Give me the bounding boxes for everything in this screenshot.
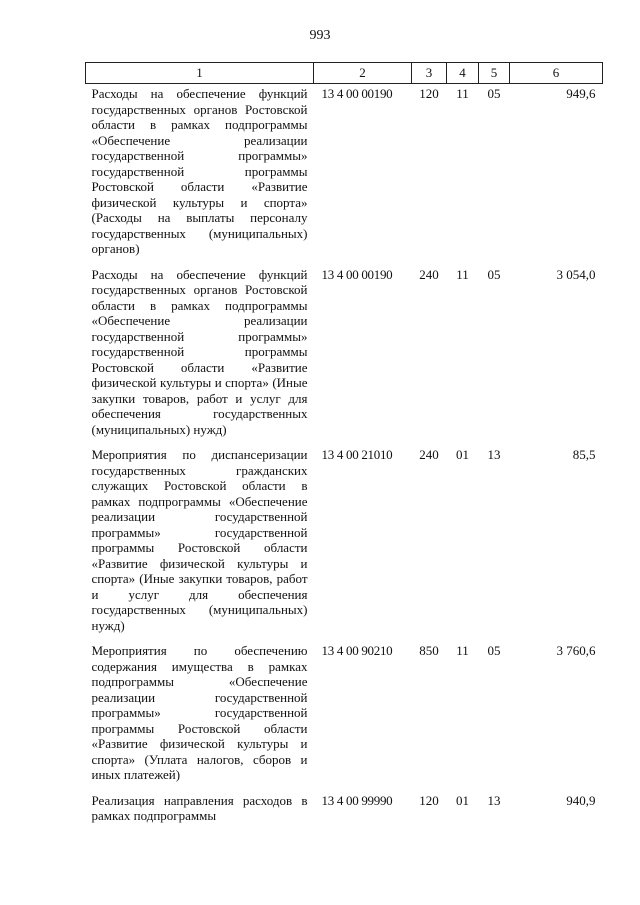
row-expense-type: 120 xyxy=(419,792,439,808)
row-section: 11 xyxy=(456,266,469,282)
row-section: 01 xyxy=(456,447,469,462)
row-description: Реализация направления расходов в рамках подпрограммы xyxy=(91,792,308,823)
table-row xyxy=(86,84,603,265)
column-header-2: 2 xyxy=(314,63,412,84)
row-subsection: 05 xyxy=(487,86,501,101)
row-target-code: 13 4 00 00190 xyxy=(321,86,393,101)
column-header-5: 5 xyxy=(479,63,510,84)
row-description: Расходы на обеспечение функций государственных органов Ростовской области в рамках подпрограммы «Обеспечение реализации государственной программы» государственной программы Ростовской области «Развитие физической культуры и спорта» (Расходы на выплаты персоналу государственных (муниципальных) органов) xyxy=(91,86,308,256)
row-target-code: 13 4 00 99990 xyxy=(321,792,393,808)
column-header-1: 1 xyxy=(86,63,314,84)
row-amount: 940,9 xyxy=(566,792,596,808)
row-section: 11 xyxy=(456,643,469,658)
column-header-3: 3 xyxy=(412,63,447,84)
table-row xyxy=(86,445,603,641)
page-number: 993 xyxy=(309,28,331,43)
table-row xyxy=(86,791,603,832)
row-target-code: 13 4 00 90210 xyxy=(321,643,393,658)
row-description: Мероприятия по диспансеризации государственных гражданских служащих Ростовской области в рамках подпрограммы «Обеспечение реализации государственной программы» государственной программы Ростовской области «Развитие физической культуры и спорта» (Иные закупки товаров, работ и услуг для обеспечения государственных (муниципальных) нужд) xyxy=(91,447,308,633)
table-row xyxy=(86,265,603,446)
row-expense-type: 240 xyxy=(419,447,439,462)
row-description: Расходы на обеспечение функций государственных органов Ростовской области в рамках подпрограммы «Обеспечение реализации государственной программы» государственной программы Ростовской области «Развитие физической культуры и спорта» (Иные закупки товаров, работ и услуг для обеспечения государственных (муниципальных) нужд) xyxy=(91,266,308,437)
row-expense-type: 850 xyxy=(419,643,439,658)
column-header-6: 6 xyxy=(510,63,603,84)
row-subsection: 13 xyxy=(487,792,501,808)
row-target-code: 13 4 00 21010 xyxy=(321,447,393,462)
row-subsection: 13 xyxy=(487,447,501,462)
row-subsection: 05 xyxy=(487,266,501,282)
row-amount: 3 760,6 xyxy=(556,643,596,658)
row-target-code: 13 4 00 00190 xyxy=(321,266,393,282)
column-header-4: 4 xyxy=(447,63,479,84)
row-section: 01 xyxy=(456,792,469,808)
row-amount: 3 054,0 xyxy=(556,266,596,282)
row-expense-type: 120 xyxy=(419,86,439,101)
row-amount: 949,6 xyxy=(566,86,596,101)
table-row xyxy=(86,641,603,791)
row-description: Мероприятия по обеспечению содержания имущества в рамках подпрограммы «Обеспечение реализации государственной программы» государственной программы Ростовской области «Развитие физической культуры и спорта» (Уплата налогов, сборов и иных платежей) xyxy=(91,643,308,782)
row-amount: 85,5 xyxy=(572,447,596,462)
budget-table xyxy=(85,62,603,832)
row-section: 11 xyxy=(456,86,469,101)
column-number-header-row xyxy=(86,63,603,84)
row-expense-type: 240 xyxy=(419,266,439,282)
row-subsection: 05 xyxy=(487,643,501,658)
